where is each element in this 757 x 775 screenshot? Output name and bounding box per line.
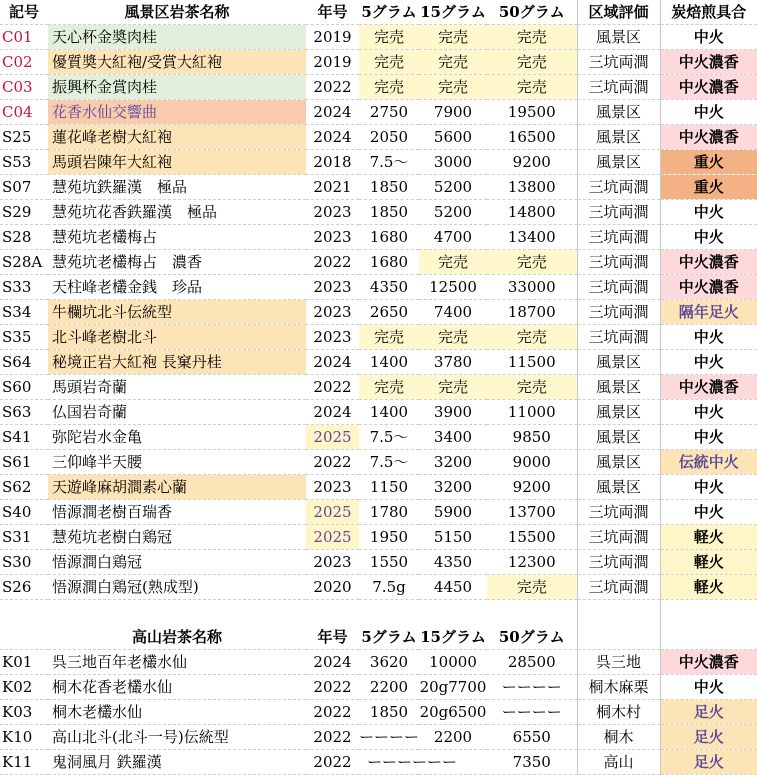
area-cell: 風景区 [577,475,660,500]
price-15g-cell: 4450 [419,575,487,600]
table-row [0,50,757,75]
price-50g-cell: 完売 [487,75,577,100]
header-5g: 5グラム [359,0,419,25]
code-cell: K01 [0,650,48,675]
price-15g-cell: 5600 [419,125,487,150]
table-row [0,450,757,475]
roast-cell: 中火濃香 [660,125,757,150]
area-cell: 三坑両澗 [577,300,660,325]
code-cell: S31 [0,525,48,550]
year-cell: 2022 [306,375,359,400]
price-15g-cell: 完売 [419,75,487,100]
name-cell: 天柱峰老欉金銭 珍品 [48,275,306,300]
price-5g-cell: 1550 [359,550,419,575]
table-row [0,675,757,700]
name-cell: 仏国岩奇蘭 [48,400,306,425]
price-15g-cell: 3780 [419,350,487,375]
price-15g-cell: 20g7700 [419,675,487,700]
table-row [0,650,757,675]
header-name: 風景区岩茶名称 [48,0,306,25]
price-5g-cell: 1150 [359,475,419,500]
header-15g: 15グラム [419,625,487,650]
price-50g-cell: 完売 [487,375,577,400]
name-cell: 慧苑坑花香鉄羅漢 極品 [48,200,306,225]
price-50g-cell: 9000 [487,450,577,475]
roast-cell: 足火 [660,750,757,775]
year-cell: 2025 [306,525,359,550]
table-row [0,500,757,525]
name-cell: 呉三地百年老欉水仙 [48,650,306,675]
roast-cell: 軽火 [660,525,757,550]
name-cell: 慧苑坑老欉梅占 [48,225,306,250]
price-15g-cell: 5900 [419,500,487,525]
code-cell: S64 [0,350,48,375]
year-cell: 2025 [306,425,359,450]
price-5g-cell: 3620 [359,650,419,675]
area-cell: 風景区 [577,125,660,150]
code-cell: S28 [0,225,48,250]
year-cell: 2023 [306,475,359,500]
price-5g-cell: 7.5～ [359,150,419,175]
price-5g-cell: 1680 [359,225,419,250]
price-5g-cell: 2650 [359,300,419,325]
roast-cell: 足火 [660,700,757,725]
price-50g-cell: 15500 [487,525,577,550]
roast-cell: 中火 [660,500,757,525]
year-cell: 2023 [306,200,359,225]
price-50g-cell: 9200 [487,475,577,500]
price-15g-cell: 完売 [419,25,487,50]
table-row [0,100,757,125]
area-cell: 風景区 [577,100,660,125]
price-50g-cell: ーーーー [487,675,577,700]
name-cell: 三仰峰半天腰 [48,450,306,475]
price-5g-cell: 2050 [359,125,419,150]
name-cell: 慧苑坑老樹白鶏冠 [48,525,306,550]
roast-cell: 中火 [660,400,757,425]
year-cell: 2022 [306,250,359,275]
roast-cell: 隔年足火 [660,300,757,325]
price-5g-cell: 1400 [359,350,419,375]
price-50g-cell: 16500 [487,125,577,150]
roast-cell: 中火濃香 [660,250,757,275]
year-cell: 2023 [306,275,359,300]
price-50g-cell: 9200 [487,150,577,175]
name-cell: 悟源澗白鶏冠 [48,550,306,575]
price-15g-cell: 5200 [419,200,487,225]
table-row [0,125,757,150]
header-row [0,0,757,25]
table-row [0,550,757,575]
area-cell: 呉三地 [577,650,660,675]
area-cell: 三坑両澗 [577,525,660,550]
price-50g-cell: 13800 [487,175,577,200]
price-50g-cell: 完売 [487,575,577,600]
name-cell: 悟源澗老樹百瑞香 [48,500,306,525]
table-row [0,425,757,450]
year-cell: 2024 [306,350,359,375]
price-50g-cell: 12300 [487,550,577,575]
price-15g-cell: 完売 [419,375,487,400]
year-cell: 2022 [306,725,359,750]
name-cell: 馬頭岩奇蘭 [48,375,306,400]
area-cell: 三坑両澗 [577,200,660,225]
header-row-highland [0,625,757,650]
price-50g-cell: 完売 [487,50,577,75]
area-cell: 三坑両澗 [577,575,660,600]
table-row [0,250,757,275]
name-cell: 天心杯金奬肉桂 [48,25,306,50]
table-row [0,700,757,725]
code-cell: S07 [0,175,48,200]
price-5g-cell: 完売 [359,375,419,400]
roast-cell: 中火濃香 [660,275,757,300]
code-cell: S30 [0,550,48,575]
name-cell: 桐木花香老欉水仙 [48,675,306,700]
price-50g-cell: 14800 [487,200,577,225]
code-cell: S60 [0,375,48,400]
code-cell: S29 [0,200,48,225]
price-50g-cell: 33000 [487,275,577,300]
price-50g-cell: 完売 [487,250,577,275]
header-year: 年号 [306,625,359,650]
area-cell: 三坑両澗 [577,325,660,350]
code-cell: S63 [0,400,48,425]
year-cell: 2022 [306,750,359,775]
area-cell: 三坑両澗 [577,225,660,250]
roast-cell: 伝統中火 [660,450,757,475]
code-cell: S35 [0,325,48,350]
area-cell: 三坑両澗 [577,275,660,300]
price-5g-cell: 完売 [359,325,419,350]
year-cell: 2023 [306,300,359,325]
roast-cell: 重火 [660,150,757,175]
roast-cell: 軽火 [660,550,757,575]
header-15g: 15グラム [419,0,487,25]
area-cell: 風景区 [577,425,660,450]
name-cell: 桐木老欉水仙 [48,700,306,725]
price-5g-cell: 1850 [359,200,419,225]
roast-cell: 中火 [660,675,757,700]
price-50g-cell: 18700 [487,300,577,325]
area-cell: 三坑両澗 [577,250,660,275]
table-row [0,725,757,750]
name-cell: 弥陀岩水金亀 [48,425,306,450]
table-row [0,300,757,325]
price-50g-cell: 完売 [487,325,577,350]
name-cell: 優質奬大紅袍/受賞大紅袍 [48,50,306,75]
code-cell: S26 [0,575,48,600]
price-5g-cell: 1850 [359,175,419,200]
year-cell: 2022 [306,675,359,700]
year-cell: 2023 [306,325,359,350]
area-cell: 三坑両澗 [577,175,660,200]
price-5g-cell: 2750 [359,100,419,125]
year-cell: 2020 [306,575,359,600]
price-5g-cell: 完売 [359,75,419,100]
area-cell: 風景区 [577,450,660,475]
code-cell: S62 [0,475,48,500]
price-50g-cell: 19500 [487,100,577,125]
price-50g-cell: ーーーー [487,700,577,725]
code-cell: C02 [0,50,48,75]
price-5g-cell: 2200 [359,675,419,700]
price-5g-cell: 1850 [359,700,419,725]
price-15g-cell: 12500 [419,275,487,300]
header-5g: 5グラム [359,625,419,650]
area-cell: 桐木村 [577,700,660,725]
header-code: 記号 [0,0,48,25]
table-row [0,175,757,200]
code-cell: C04 [0,100,48,125]
price-5g-cell: 1950 [359,525,419,550]
year-cell: 2024 [306,400,359,425]
header-50g: 50グラム [487,0,577,25]
price-15g-cell: 3900 [419,400,487,425]
year-cell: 2024 [306,125,359,150]
price-5g-cell: ーーーー [359,725,419,750]
roast-cell: 中火 [660,25,757,50]
price-15g-cell: 7900 [419,100,487,125]
name-cell: 振興杯金賞肉桂 [48,75,306,100]
name-cell: 鬼洞風月 鉄羅漢 [48,750,306,775]
name-cell: 蓮花峰老樹大紅袍 [48,125,306,150]
table-row [0,575,757,600]
price-50g-cell: 完売 [487,25,577,50]
code-cell: K11 [0,750,48,775]
roast-cell: 重火 [660,175,757,200]
area-cell: 風景区 [577,400,660,425]
code-cell: K10 [0,725,48,750]
roast-cell: 足火 [660,725,757,750]
price-50g-cell: 13700 [487,500,577,525]
year-cell: 2021 [306,175,359,200]
spacer-row [0,600,757,625]
table-row [0,225,757,250]
price-15g-cell: 完売 [419,50,487,75]
table-row [0,75,757,100]
area-cell: 風景区 [577,25,660,50]
roast-cell: 中火 [660,200,757,225]
year-cell: 2025 [306,500,359,525]
code-cell: C01 [0,25,48,50]
price-50g-cell: 28500 [487,650,577,675]
price-5g-cell: 1780 [359,500,419,525]
price-15g-cell: 3400 [419,425,487,450]
name-cell: 悟源澗白鶏冠(熟成型) [48,575,306,600]
price-50g-cell: 6550 [487,725,577,750]
price-5g-cell: 7.5g [359,575,419,600]
roast-cell: 中火 [660,225,757,250]
price-5g-cell: 完売 [359,25,419,50]
price-15g-cell: 完売 [419,250,487,275]
price-50g-cell: 9850 [487,425,577,450]
code-cell: S40 [0,500,48,525]
price-5g-cell: ーーーーーー [359,750,487,775]
price-15g-cell: 5200 [419,175,487,200]
price-15g-cell: 3200 [419,450,487,475]
price-15g-cell: 4700 [419,225,487,250]
area-cell: 三坑両澗 [577,75,660,100]
roast-cell: 中火濃香 [660,50,757,75]
name-cell: 北斗峰老樹北斗 [48,325,306,350]
table-row [0,275,757,300]
price-5g-cell: 完売 [359,50,419,75]
roast-cell: 中火 [660,100,757,125]
code-cell: K02 [0,675,48,700]
year-cell: 2024 [306,650,359,675]
code-cell: S61 [0,450,48,475]
name-cell: 秘境正岩大紅袍 長窠丹桂 [48,350,306,375]
name-cell: 牛欄坑北斗伝統型 [48,300,306,325]
price-15g-cell: 7400 [419,300,487,325]
price-5g-cell: 7.5～ [359,425,419,450]
header-roast: 炭焙煎具合 [660,0,757,25]
header-year: 年号 [306,0,359,25]
code-cell: S41 [0,425,48,450]
code-cell: S25 [0,125,48,150]
area-cell: 風景区 [577,350,660,375]
price-50g-cell: 7350 [487,750,577,775]
area-cell: 桐木 [577,725,660,750]
year-cell: 2022 [306,700,359,725]
year-cell: 2023 [306,225,359,250]
roast-cell: 中火 [660,350,757,375]
price-15g-cell: 20g6500 [419,700,487,725]
price-15g-cell: 10000 [419,650,487,675]
name-cell: 高山北斗(北斗一号)伝統型 [48,725,306,750]
code-cell: S34 [0,300,48,325]
area-cell: 三坑両澗 [577,550,660,575]
table-row [0,150,757,175]
name-cell: 天遊峰麻胡澗素心蘭 [48,475,306,500]
code-cell: S53 [0,150,48,175]
price-50g-cell: 11500 [487,350,577,375]
roast-cell: 中火濃香 [660,75,757,100]
year-cell: 2019 [306,50,359,75]
price-50g-cell: 11000 [487,400,577,425]
area-cell: 桐木麻栗 [577,675,660,700]
header-highland-name: 高山岩茶名称 [48,625,306,650]
price-5g-cell: 1400 [359,400,419,425]
price-15g-cell: 4350 [419,550,487,575]
code-cell: S28A [0,250,48,275]
table-row [0,25,757,50]
code-cell: K03 [0,700,48,725]
area-cell: 高山 [577,750,660,775]
table-row [0,350,757,375]
header-area: 区域評価 [577,0,660,25]
roast-cell: 中火濃香 [660,375,757,400]
roast-cell: 中火 [660,325,757,350]
price-5g-cell: 4350 [359,275,419,300]
price-15g-cell: 完売 [419,325,487,350]
name-cell: 慧苑坑老欉梅占 濃香 [48,250,306,275]
price-5g-cell: 1680 [359,250,419,275]
year-cell: 2022 [306,450,359,475]
area-cell: 風景区 [577,375,660,400]
table-row [0,525,757,550]
table-row [0,475,757,500]
name-cell: 馬頭岩陳年大紅袍 [48,150,306,175]
area-cell: 三坑両澗 [577,50,660,75]
code-cell: S33 [0,275,48,300]
year-cell: 2022 [306,75,359,100]
year-cell: 2018 [306,150,359,175]
table-row [0,375,757,400]
header-50g: 50グラム [487,625,577,650]
roast-cell: 中火濃香 [660,650,757,675]
year-cell: 2024 [306,100,359,125]
price-15g-cell: 3000 [419,150,487,175]
area-cell: 三坑両澗 [577,500,660,525]
table-row [0,750,757,775]
price-15g-cell: 2200 [419,725,487,750]
roast-cell: 中火 [660,425,757,450]
year-cell: 2023 [306,550,359,575]
name-cell: 慧苑坑鉄羅漢 極品 [48,175,306,200]
name-cell: 花香水仙交響曲 [48,100,306,125]
roast-cell: 中火 [660,475,757,500]
year-cell: 2019 [306,25,359,50]
roast-cell: 軽火 [660,575,757,600]
price-15g-cell: 3200 [419,475,487,500]
price-50g-cell: 13400 [487,225,577,250]
price-15g-cell: 5150 [419,525,487,550]
table-row [0,325,757,350]
code-cell: C03 [0,75,48,100]
area-cell: 風景区 [577,150,660,175]
price-5g-cell: 7.5～ [359,450,419,475]
table-row [0,400,757,425]
table-row [0,200,757,225]
